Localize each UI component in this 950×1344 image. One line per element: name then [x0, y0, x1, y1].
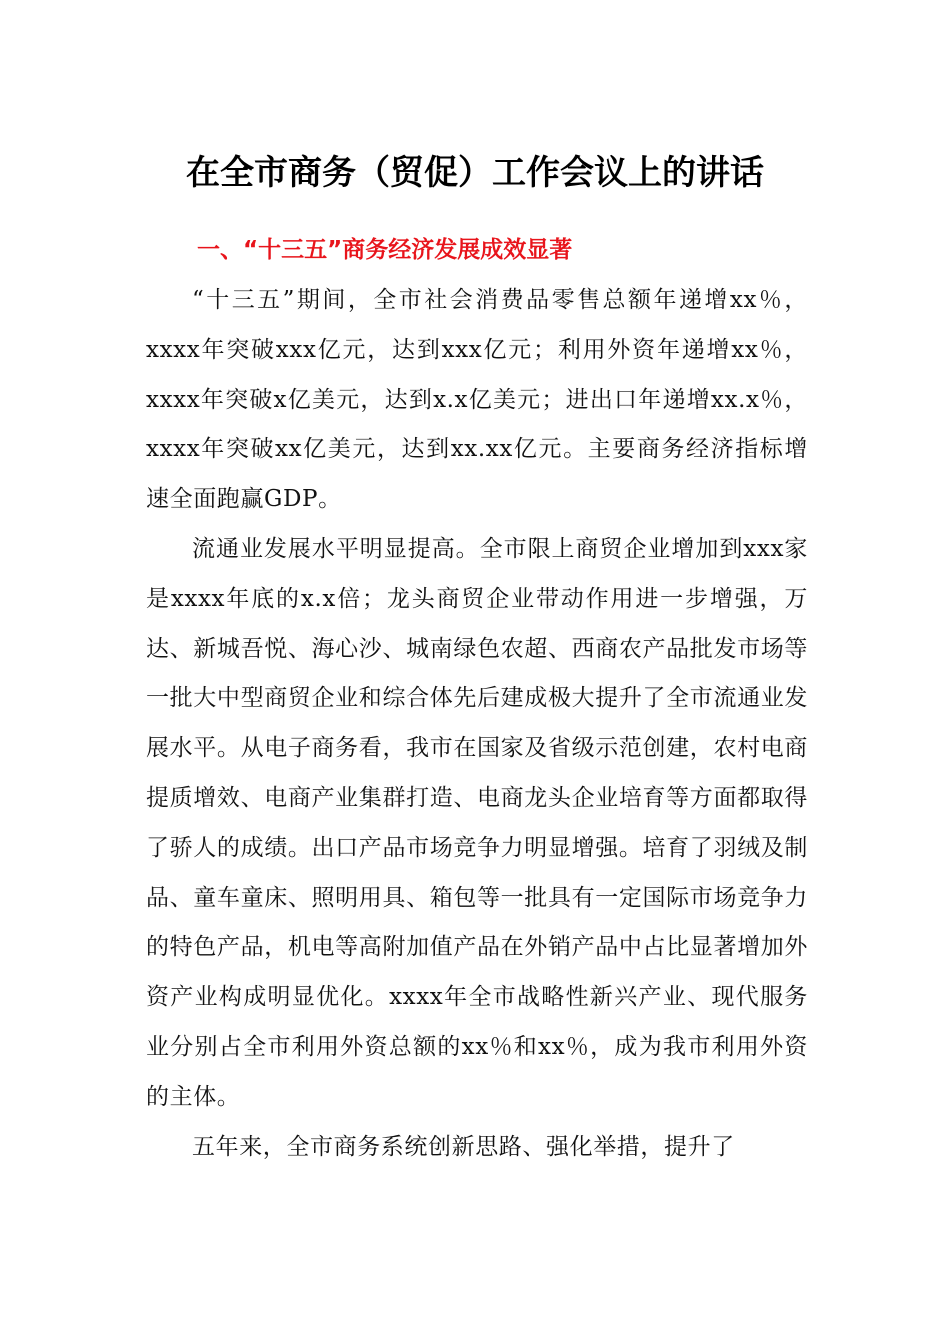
- section-heading: 一、“十三五”商务经济发展成效显著: [197, 237, 573, 263]
- paragraph-1: “十三五”期间，全市社会消费品零售总额年递增xx％，xxxx年突破xxx亿元，达到xxx亿元；利用外资年递增xx％，xxxx年突破x亿美元，达到x.x亿美元；进出口年递增xx.x％，xxxx年突破xx亿美元，达到xx.xx亿元。主要商务经济指标增速全面跑赢GDP。: [146, 287, 808, 513]
- paragraph-3: 五年来，全市商务系统创新思路、强化举措，提升了: [192, 1133, 735, 1160]
- document-title: 在全市商务（贸促）工作会议上的讲话: [186, 153, 764, 193]
- paragraph-2: 流通业发展水平明显提高。全市限上商贸企业增加到xxx家是xxxx年底的x.x倍；龙头商贸企业带动作用进一步增强，万达、新城吾悦、海心沙、城南绿色农超、西商农产品批发市场等一批大中型商贸企业和综合体先后建成极大提升了全市流通业发展水平。从电子商务看，我市在国家及省级示范创建，农村电商提质增效、电商产业集群打造、电商龙头企业培育等方面都取得了骄人的成绩。出口产品市场竞争力明显增强。培育了羽绒及制品、童车童床、照明用具、箱包等一批具有一定国际市场竞争力的特色产品，机电等高附加值产品在外销产品中占比显著增加外资产业构成明显优化。xxxx年全市战略性新兴产业、现代服务业分别占全市利用外资总额的xx％和xx％，成为我市利用外资的主体。: [146, 535, 808, 1110]
- document-body: [146, 276, 808, 1172]
